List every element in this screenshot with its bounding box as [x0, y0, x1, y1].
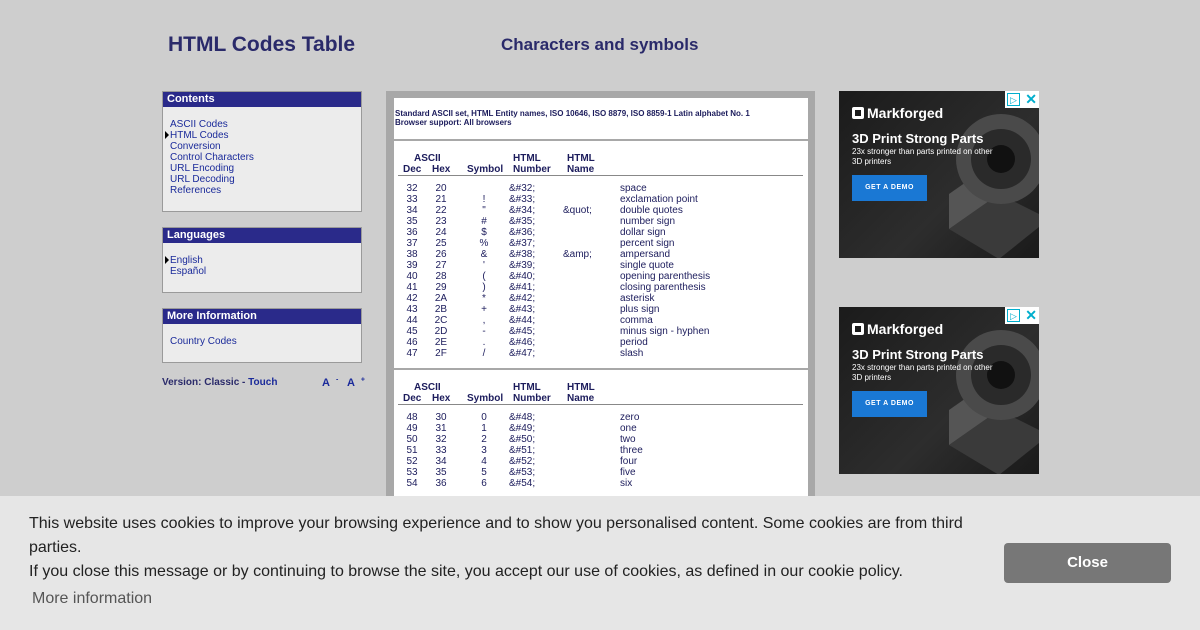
cell-description: period	[620, 337, 648, 348]
cell-symbol: (	[482, 271, 486, 282]
cell-html-number: &#37;	[509, 238, 536, 249]
cell-symbol: !	[482, 194, 486, 205]
intro-line-standards: Standard ASCII set, HTML Entity names, ISO 10646, ISO 8879, ISO 8859-1 Latin alphabet No. 1	[395, 109, 750, 118]
table-row	[394, 271, 808, 282]
cell-dec: 40	[406, 271, 418, 282]
cell-html-number: &#41;	[509, 282, 536, 293]
intro-line-browser: Browser support: All browsers	[395, 118, 512, 127]
ad-headline: 3D Print Strong Parts	[852, 131, 984, 146]
printed-part-image	[939, 315, 1039, 474]
codes-table-2	[394, 370, 808, 405]
table-row	[394, 445, 808, 456]
ad-choices[interactable]	[1005, 307, 1039, 324]
codes-table-1	[394, 141, 808, 176]
cell-symbol: 1	[481, 423, 487, 434]
nav-country-codes[interactable]: Country Codes	[170, 336, 237, 347]
cell-description: three	[620, 445, 643, 456]
markforged-logo-icon	[852, 107, 864, 119]
cell-description: six	[620, 478, 633, 489]
cell-html-number: &#53;	[509, 467, 536, 478]
cell-description: dollar sign	[620, 227, 666, 238]
intro-text	[394, 98, 808, 141]
header-number: Number	[513, 164, 551, 175]
cell-hex: 2F	[435, 348, 447, 359]
font-larger-button[interactable]	[347, 377, 365, 389]
cell-html-number: &#48;	[509, 412, 536, 423]
markforged-logo-icon	[852, 323, 864, 335]
header-symbol: Symbol	[467, 393, 504, 404]
cell-html-number: &#35;	[509, 216, 536, 227]
cell-dec: 42	[406, 293, 418, 304]
header-ascii: ASCII	[414, 382, 441, 393]
cell-dec: 32	[406, 183, 418, 194]
header-divider	[398, 175, 803, 176]
cell-hex: 35	[435, 467, 447, 478]
cell-html-number: &#42;	[509, 293, 536, 304]
nav-control-characters[interactable]: Control Characters	[170, 152, 254, 163]
cell-html-name: &amp;	[563, 249, 592, 260]
cell-symbol: /	[482, 348, 486, 359]
cell-description: four	[620, 456, 638, 467]
table-row	[394, 282, 808, 293]
ad-headline: 3D Print Strong Parts	[852, 347, 984, 362]
nav-html-codes[interactable]: HTML Codes	[170, 130, 354, 141]
cell-symbol: &	[480, 249, 488, 260]
table-row	[394, 467, 808, 478]
header-dec: Dec	[403, 164, 422, 175]
nav-url-encoding[interactable]: URL Encoding	[170, 163, 235, 174]
cell-dec: 37	[406, 238, 418, 249]
table-row	[394, 194, 808, 205]
cookie-line-2: If you close this message or by continuing to browse the site, you accept our use of cookies, as defined in our cookie policy.	[29, 563, 903, 580]
cell-dec: 51	[406, 445, 418, 456]
cell-description: percent sign	[620, 238, 675, 249]
header-html-number-top: HTML	[513, 153, 541, 164]
table-row	[394, 315, 808, 326]
header-name: Name	[567, 164, 595, 175]
cell-symbol: 6	[481, 478, 487, 489]
nav-conversion[interactable]: Conversion	[170, 141, 221, 152]
cookie-close-button[interactable]: Close	[1004, 543, 1171, 583]
cell-symbol: 5	[481, 467, 487, 478]
cell-hex: 21	[435, 194, 447, 205]
lang-english[interactable]: English	[170, 255, 354, 266]
table-row	[394, 348, 808, 359]
contents-title: Contents	[163, 92, 361, 107]
cell-html-number: &#44;	[509, 315, 536, 326]
table-2-rows	[394, 405, 808, 498]
cell-dec: 43	[406, 304, 418, 315]
table-row	[394, 456, 808, 467]
ad-brand: Markforged	[867, 105, 944, 121]
font-smaller-sup: -	[335, 376, 339, 383]
cell-description: exclamation point	[620, 194, 698, 205]
cookie-banner	[0, 496, 1200, 630]
cell-symbol: )	[482, 282, 486, 293]
version-label: Version:	[162, 377, 202, 388]
nav-references[interactable]: References	[170, 185, 222, 196]
languages-box	[162, 227, 362, 293]
cell-html-number: &#47;	[509, 348, 536, 359]
table-row	[394, 216, 808, 227]
table-row	[394, 412, 808, 423]
cell-description: ampersand	[620, 249, 671, 260]
cell-hex: 29	[435, 282, 447, 293]
header-symbol: Symbol	[467, 164, 504, 175]
cell-description: two	[620, 434, 636, 445]
cell-hex: 24	[435, 227, 447, 238]
table-row	[394, 326, 808, 337]
cell-hex: 2A	[434, 293, 448, 304]
table-row	[394, 434, 808, 445]
ad-banner[interactable]	[839, 91, 1039, 258]
cell-symbol: "	[482, 205, 486, 216]
cell-html-number: &#45;	[509, 326, 536, 337]
cell-description: asterisk	[620, 293, 655, 304]
cell-symbol: *	[482, 293, 486, 304]
header-dec: Dec	[403, 393, 422, 404]
nav-ascii-codes[interactable]: ASCII Codes	[170, 119, 228, 130]
cell-html-number: &#34;	[509, 205, 536, 216]
header-ascii: ASCII	[414, 153, 441, 164]
font-larger-sup: +	[360, 376, 365, 383]
cell-description: slash	[620, 348, 644, 359]
cell-symbol: 3	[481, 445, 487, 456]
cell-hex: 30	[435, 412, 447, 423]
cell-symbol: ,	[482, 315, 486, 326]
font-smaller-letter: A	[322, 376, 330, 389]
cell-symbol: 4	[481, 456, 487, 467]
header-divider	[398, 404, 803, 405]
table-row	[394, 205, 808, 216]
ad-subline: 23x stronger than parts printed on other 3D printers	[852, 363, 993, 382]
cell-description: comma	[620, 315, 653, 326]
cell-html-number: &#46;	[509, 337, 536, 348]
more-info-box	[162, 308, 362, 363]
cell-html-number: &#33;	[509, 194, 536, 205]
cell-hex: 28	[435, 271, 447, 282]
cell-dec: 33	[406, 194, 418, 205]
printed-part-image	[939, 99, 1039, 258]
adchoices-icon[interactable]: ▷	[1007, 309, 1020, 322]
languages-title: Languages	[163, 228, 361, 243]
cell-description: number sign	[620, 216, 676, 227]
cell-hex: 22	[435, 205, 447, 216]
header-hex: Hex	[432, 393, 451, 404]
cell-description: space	[620, 183, 647, 194]
page-heading: Characters and symbols	[501, 35, 699, 54]
cell-dec: 54	[406, 478, 418, 489]
version-touch[interactable]: Touch	[248, 377, 278, 388]
close-icon[interactable]: ✕	[1025, 307, 1037, 323]
cell-hex: 36	[435, 478, 447, 489]
table-row	[394, 337, 808, 348]
header-html-number-top: HTML	[513, 382, 541, 393]
cell-description: plus sign	[620, 304, 660, 315]
cell-dec: 38	[406, 249, 418, 260]
table-row	[394, 478, 808, 489]
ad-brand: Markforged	[867, 321, 944, 337]
main-panel	[394, 98, 808, 498]
cell-dec: 46	[406, 337, 418, 348]
cell-html-number: &#32;	[509, 183, 536, 194]
cell-dec: 41	[406, 282, 418, 293]
close-icon[interactable]: ✕	[1025, 91, 1037, 107]
cell-html-number: &#38;	[509, 249, 536, 260]
more-information-link[interactable]: More information	[32, 590, 153, 607]
header-html-name-top: HTML	[567, 153, 595, 164]
table-row	[394, 293, 808, 304]
ad-brand-logo	[852, 321, 943, 337]
table-1-rows	[394, 176, 808, 370]
ad-cta-button[interactable]: GET A DEMO	[852, 391, 927, 417]
ad-subline: 23x stronger than parts printed on other 3D printers	[852, 147, 993, 166]
cell-description: double quotes	[620, 205, 683, 216]
table-row	[394, 260, 808, 271]
cell-dec: 35	[406, 216, 418, 227]
table-header	[398, 141, 803, 175]
table-row	[394, 227, 808, 238]
header-html-name-top: HTML	[567, 382, 595, 393]
cell-hex: 26	[435, 249, 447, 260]
cell-dec: 49	[406, 423, 418, 434]
ad-cta-button[interactable]: GET A DEMO	[852, 175, 927, 201]
nav-url-decoding[interactable]: URL Decoding	[170, 174, 235, 185]
cell-dec: 50	[406, 434, 418, 445]
lang-espanol[interactable]: Español	[170, 266, 207, 277]
cell-hex: 33	[435, 445, 447, 456]
table-row	[394, 238, 808, 249]
cell-description: one	[620, 423, 637, 434]
cell-hex: 2C	[434, 315, 448, 326]
cell-hex: 32	[435, 434, 447, 445]
cell-html-number: &#39;	[509, 260, 536, 271]
cell-symbol: %	[479, 238, 489, 249]
cell-html-name: &quot;	[563, 205, 592, 216]
cell-hex: 2D	[434, 326, 448, 337]
version-separator: -	[239, 377, 249, 388]
cell-dec: 39	[406, 260, 418, 271]
cell-symbol: 2	[481, 434, 487, 445]
table-row	[394, 183, 808, 194]
cell-symbol: #	[481, 216, 487, 227]
cell-description: zero	[620, 412, 640, 423]
cell-html-number: &#51;	[509, 445, 536, 456]
cell-hex: 25	[435, 238, 447, 249]
cell-dec: 44	[406, 315, 418, 326]
cell-hex: 20	[435, 183, 447, 194]
cell-symbol: '	[483, 260, 485, 271]
cell-hex: 31	[435, 423, 447, 434]
ad-brand-logo	[852, 105, 943, 121]
cell-symbol: .	[482, 337, 486, 348]
table-header	[398, 370, 803, 404]
site-title[interactable]: HTML Codes Table	[168, 33, 356, 56]
cell-symbol: 0	[481, 412, 487, 423]
cell-hex: 23	[435, 216, 447, 227]
cell-dec: 48	[406, 412, 418, 423]
cookie-message	[29, 512, 989, 584]
header-name: Name	[567, 393, 595, 404]
cell-hex: 2E	[434, 337, 448, 348]
cell-html-number: &#54;	[509, 478, 536, 489]
cell-symbol: -	[482, 326, 486, 337]
table-row	[394, 423, 808, 434]
cell-html-number: &#36;	[509, 227, 536, 238]
ad-banner[interactable]	[839, 307, 1039, 474]
version-classic[interactable]: Classic	[204, 377, 240, 388]
cell-dec: 45	[406, 326, 418, 337]
version-switch	[162, 377, 277, 388]
cell-html-number: &#43;	[509, 304, 536, 315]
cell-html-number: &#50;	[509, 434, 536, 445]
cookie-line-1: This website uses cookies to improve your browsing experience and to show you personalised content. Some cookies are from third parties.	[29, 515, 963, 556]
cell-dec: 34	[406, 205, 418, 216]
table-row	[394, 304, 808, 315]
more-info-title: More Information	[163, 309, 361, 324]
cell-hex: 2B	[434, 304, 448, 315]
font-size-controls	[322, 376, 371, 389]
cell-hex: 34	[435, 456, 447, 467]
cell-dec: 53	[406, 467, 418, 478]
cell-html-number: &#40;	[509, 271, 536, 282]
cell-description: minus sign - hyphen	[620, 326, 710, 337]
cell-hex: 27	[435, 260, 447, 271]
cell-dec: 52	[406, 456, 418, 467]
cell-description: single quote	[620, 260, 674, 271]
header-hex: Hex	[432, 164, 451, 175]
ad-choices[interactable]	[1005, 91, 1039, 108]
cell-dec: 36	[406, 227, 418, 238]
font-smaller-button[interactable]	[322, 377, 338, 389]
cell-description: opening parenthesis	[620, 271, 711, 282]
table-row	[394, 249, 808, 260]
cell-html-number: &#49;	[509, 423, 536, 434]
cell-description: closing parenthesis	[620, 282, 706, 293]
cell-html-number: &#52;	[509, 456, 536, 467]
cell-description: five	[620, 467, 636, 478]
header-number: Number	[513, 393, 551, 404]
contents-box	[162, 91, 362, 212]
adchoices-icon[interactable]: ▷	[1007, 93, 1020, 106]
cell-dec: 47	[406, 348, 418, 359]
cell-symbol: +	[481, 304, 487, 315]
cell-symbol: $	[481, 227, 487, 238]
font-larger-letter: A	[346, 376, 355, 389]
